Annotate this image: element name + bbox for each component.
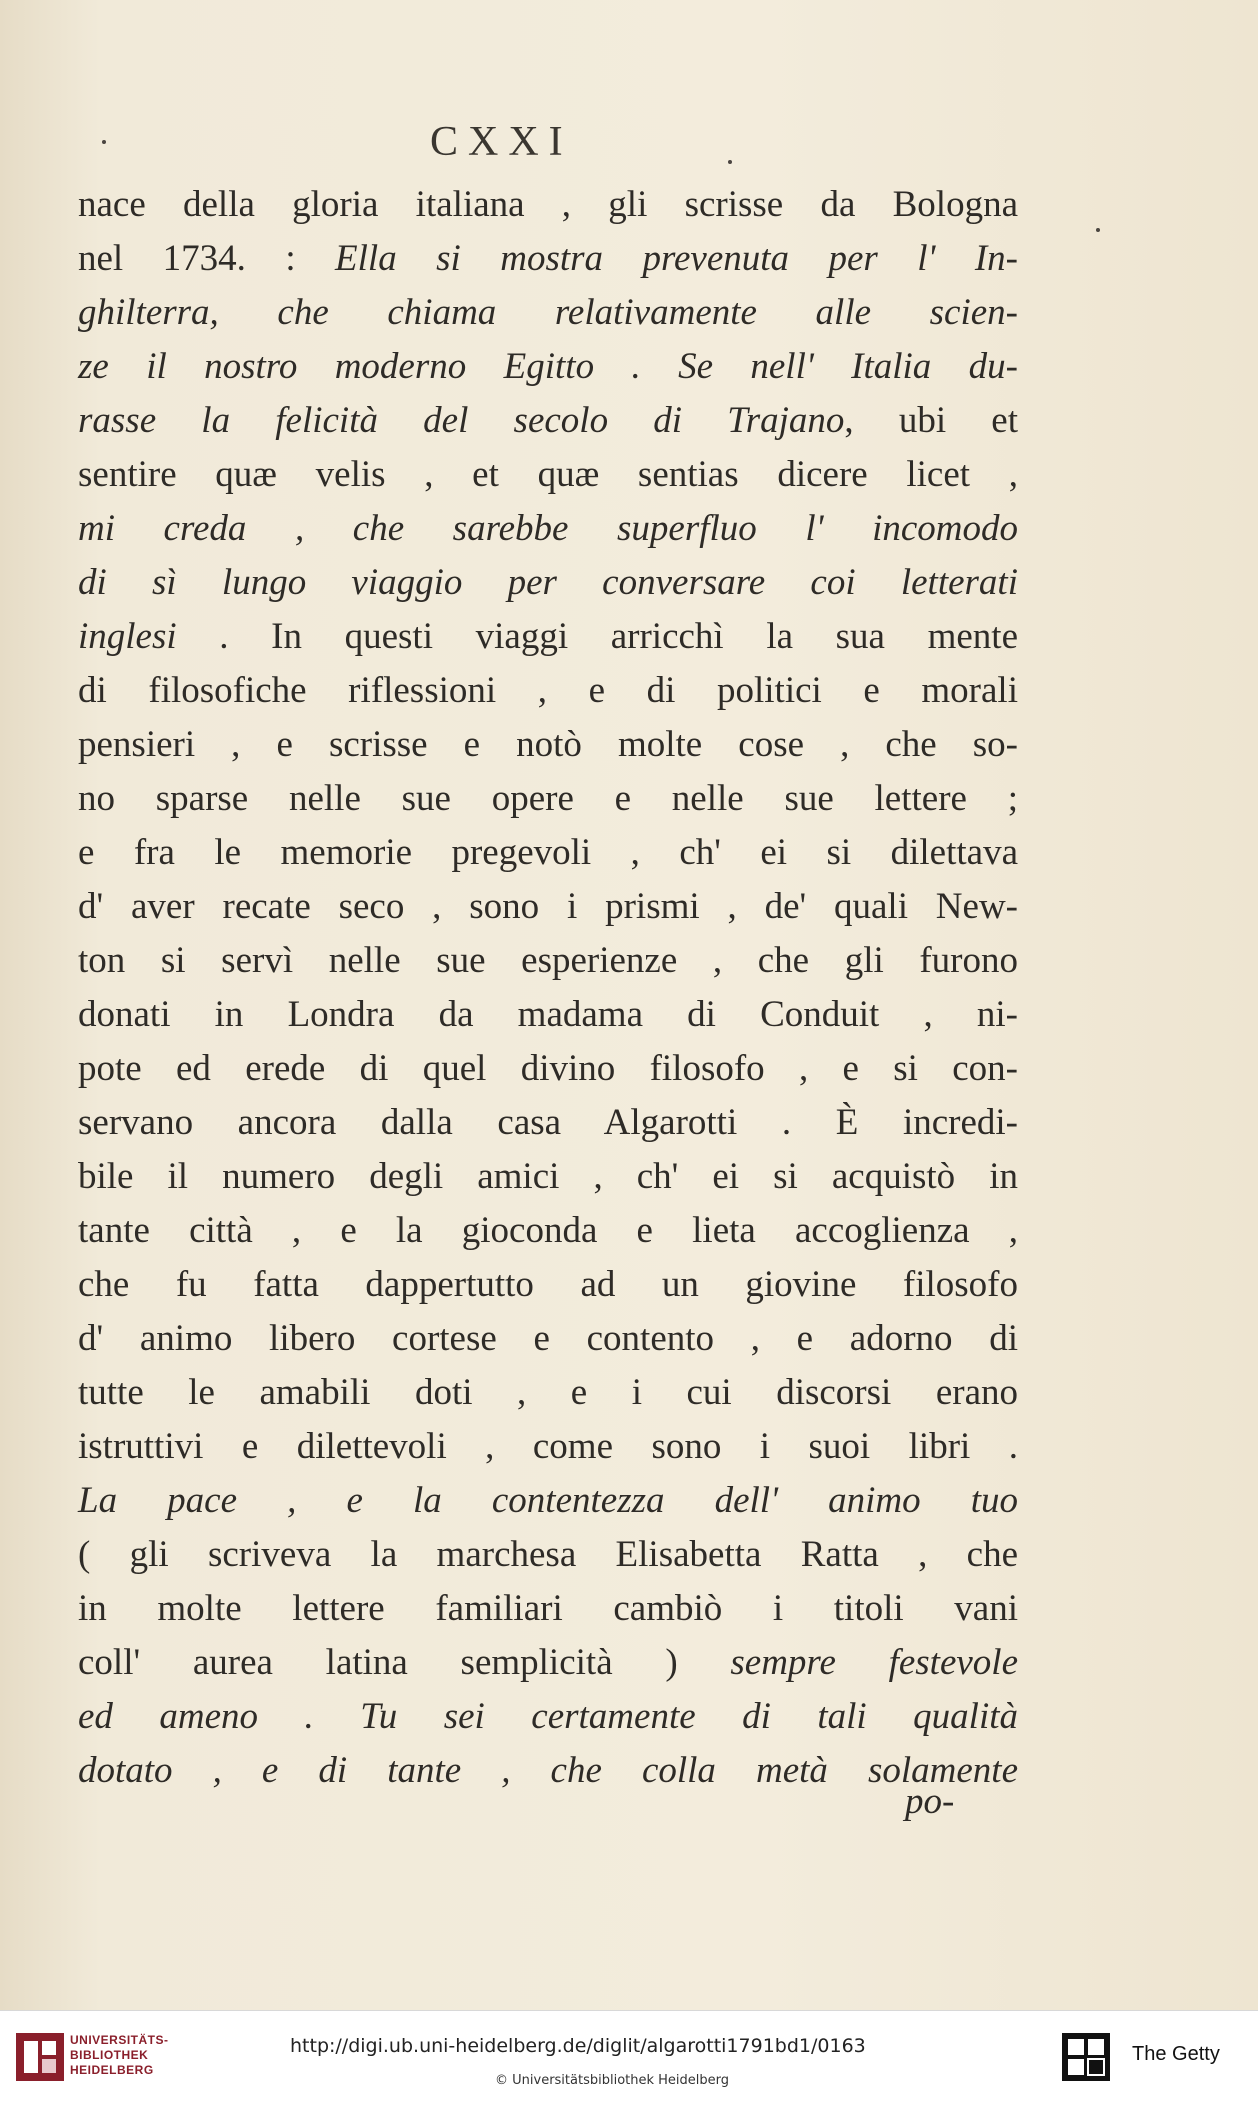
italic-run: di sì lungo viaggio per conversare coi letterati xyxy=(78,562,1018,603)
text-line xyxy=(78,286,1018,340)
text-line xyxy=(78,1366,1018,1420)
text-run: tutte le amabili doti , e i cui discorsi erano xyxy=(78,1372,1018,1413)
text-line xyxy=(78,988,1018,1042)
text-line xyxy=(78,880,1018,934)
text-run: nel 1734. : xyxy=(78,238,336,279)
text-run: nace della gloria italiana , gli scrisse da Bologna xyxy=(78,184,1018,225)
text-run: . In questi viaggi arricchì la sua mente xyxy=(176,616,1018,657)
partner-name: The Getty xyxy=(1132,2043,1220,2065)
text-run: no sparse nelle sue opere e nelle sue lettere ; xyxy=(78,778,1018,819)
text-line xyxy=(78,178,1018,232)
text-line xyxy=(78,340,1018,394)
italic-run: ze il nostro moderno Egitto . Se nell' Italia du- xyxy=(78,346,1018,387)
text-line xyxy=(78,394,1018,448)
italic-run: ghilterra, che chiama relativamente alle scien- xyxy=(78,292,1018,333)
text-run: , ubi et xyxy=(844,400,1018,441)
text-line xyxy=(78,1636,1018,1690)
text-line xyxy=(78,664,1018,718)
italic-run: inglesi xyxy=(78,616,177,657)
catchword: po- xyxy=(905,1781,955,1822)
text-run: e fra le memorie pregevoli , ch' ei si dilettava xyxy=(78,832,1018,873)
text-line xyxy=(78,232,1018,286)
italic-run: sempre festevole xyxy=(730,1642,1019,1683)
ink-speck xyxy=(102,140,106,144)
copyright-notice: © Universitätsbibliothek Heidelberg xyxy=(495,2073,730,2088)
text-run: bile il numero degli amici , ch' ei si acquistò in xyxy=(78,1156,1018,1197)
text-run: donati in Londra da madama di Conduit , ni- xyxy=(78,994,1018,1035)
text-line xyxy=(78,1096,1018,1150)
text-run: di filosofiche riflessioni , e di politici e morali xyxy=(78,670,1018,711)
text-line xyxy=(78,448,1018,502)
text-line xyxy=(78,1582,1018,1636)
text-line xyxy=(78,1528,1018,1582)
text-run: pote ed erede di quel divino filosofo , e si con- xyxy=(78,1048,1018,1089)
text-line xyxy=(78,772,1018,826)
italic-run: rasse la felicità del secolo di Trajano xyxy=(78,400,845,441)
text-line xyxy=(78,1150,1018,1204)
text-run: ton si servì nelle sue esperienze , che gli furono xyxy=(78,940,1018,981)
ink-speck xyxy=(1096,228,1100,232)
text-run: istruttivi e dilettevoli , come sono i suoi libri . xyxy=(78,1426,1018,1467)
viewer-footer xyxy=(0,2010,1258,2104)
text-line xyxy=(78,1744,1018,1798)
text-run: coll' aurea latina semplicità ) xyxy=(78,1642,731,1683)
permalink-url[interactable]: http://digi.ub.uni-heidelberg.de/diglit/algarotti1791bd1/0163 xyxy=(290,2035,866,2057)
text-line xyxy=(78,934,1018,988)
heidelberg-logo-icon xyxy=(14,2031,66,2083)
text-run: che fu fatta dappertutto ad un giovine filosofo xyxy=(78,1264,1018,1305)
institution-name xyxy=(70,2033,169,2078)
text-run: d' animo libero cortese e contento , e adorno di xyxy=(78,1318,1018,1359)
text-run: ( gli scriveva la marchesa Elisabetta Ratta , che xyxy=(78,1534,1018,1575)
page-number: CXXI xyxy=(430,119,573,165)
institution-line: UNIVERSITÄTS- xyxy=(70,2033,169,2047)
institution-line: BIBLIOTHEK xyxy=(70,2048,149,2062)
text-run: sentire quæ velis , et quæ sentias dicere licet , xyxy=(78,454,1018,495)
text-run: servano ancora dalla casa Algarotti . È incredi- xyxy=(78,1102,1018,1143)
text-run: in molte lettere familiari cambiò i titoli vani xyxy=(78,1588,1018,1629)
text-line xyxy=(78,1258,1018,1312)
institution-line: HEIDELBERG xyxy=(70,2063,154,2077)
italic-run: dotato , e di tante , che colla metà solamente xyxy=(78,1750,1018,1791)
ink-speck xyxy=(728,160,732,164)
text-line xyxy=(78,1042,1018,1096)
italic-run: La pace , e la contentezza dell' animo tuo xyxy=(78,1480,1018,1521)
text-line xyxy=(78,1312,1018,1366)
text-line xyxy=(78,1204,1018,1258)
text-line xyxy=(78,826,1018,880)
italic-run: mi creda , che sarebbe superfluo l' incomodo xyxy=(78,508,1018,549)
text-run: pensieri , e scrisse e notò molte cose , che so- xyxy=(78,724,1018,765)
text-line xyxy=(78,718,1018,772)
italic-run: ed ameno . Tu sei certamente di tali qualità xyxy=(78,1696,1018,1737)
text-run: tante città , e la gioconda e lieta accoglienza , xyxy=(78,1210,1018,1251)
italic-run: Ella si mostra prevenuta per l' In- xyxy=(335,238,1018,279)
text-line xyxy=(78,556,1018,610)
text-run: d' aver recate seco , sono i prismi , de' quali New- xyxy=(78,886,1018,927)
text-line xyxy=(78,1690,1018,1744)
text-line xyxy=(78,502,1018,556)
body-text xyxy=(78,178,1018,1798)
text-line xyxy=(78,1474,1018,1528)
text-line xyxy=(78,610,1018,664)
getty-logo-icon xyxy=(1060,2031,1112,2083)
text-line xyxy=(78,1420,1018,1474)
